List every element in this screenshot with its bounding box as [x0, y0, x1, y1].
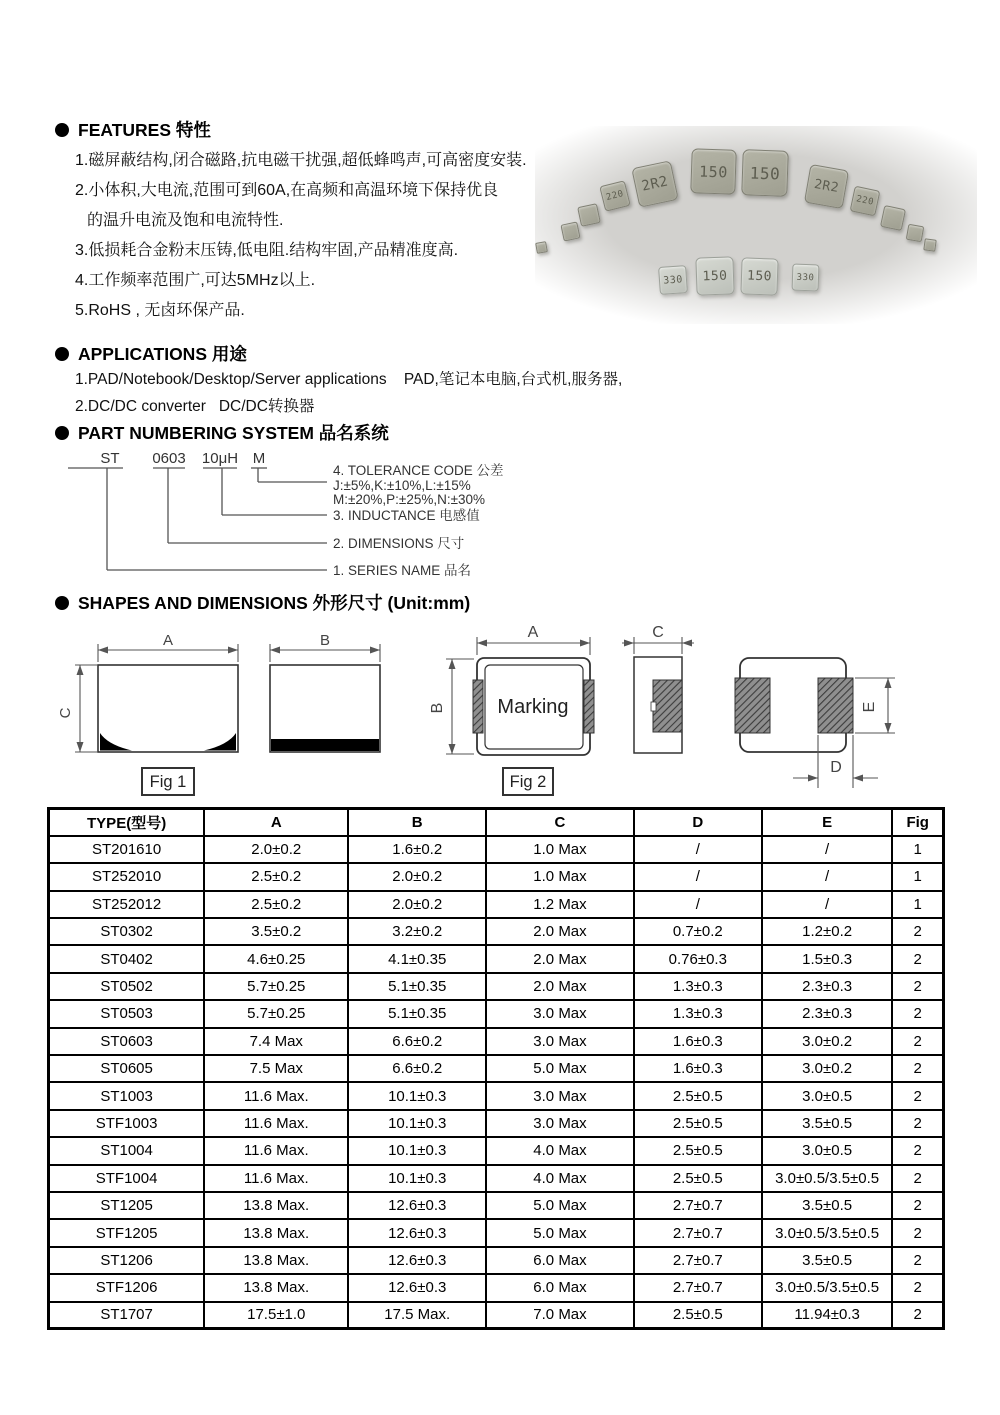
table-cell: 11.6 Max.	[204, 1082, 348, 1109]
table-cell: 13.8 Max.	[204, 1274, 348, 1301]
table-cell: 6.0 Max	[486, 1274, 634, 1301]
feature-item: 5.RoHS , 无卤环保产品.	[75, 302, 245, 319]
inductor-component	[560, 221, 580, 241]
table-cell: 10.1±0.3	[348, 1110, 486, 1137]
table-cell: 2.7±0.7	[634, 1192, 762, 1219]
table-cell: 2.0±0.2	[348, 891, 486, 918]
table-cell: STF1003	[49, 1110, 205, 1137]
inductor-component	[535, 241, 548, 254]
bullet-icon	[55, 123, 69, 137]
table-cell: 3.0±0.5/3.5±0.5	[762, 1165, 893, 1192]
inductor-component	[906, 224, 925, 243]
fig2-dim-b-label: B	[429, 702, 446, 714]
inductor-component	[803, 163, 848, 208]
table-cell: 11.6 Max.	[204, 1137, 348, 1164]
component-marking: 330	[662, 273, 684, 287]
table-cell: /	[762, 836, 893, 863]
table-cell: 1.0 Max	[486, 836, 634, 863]
table-cell: ST0502	[49, 973, 205, 1000]
inductor-component	[631, 160, 678, 207]
table-cell: 12.6±0.3	[348, 1247, 486, 1274]
inductor-component	[599, 180, 631, 212]
table-cell: 5.0 Max	[486, 1055, 634, 1082]
table-cell: 2	[892, 1302, 943, 1329]
code-inductance: 10μH	[201, 450, 239, 467]
table-cell: ST1205	[49, 1192, 205, 1219]
table-cell: 0.7±0.2	[634, 918, 762, 945]
component-marking: 220	[605, 189, 625, 204]
table-row	[49, 1000, 944, 1027]
fig1-front-view	[57, 632, 238, 752]
tolerance-line2-label: M:±20%,P:±25%,N:±30%	[333, 492, 486, 507]
table-cell: 2.0 Max	[486, 973, 634, 1000]
part-numbering-diagram	[60, 448, 700, 588]
table-cell: 2	[892, 1082, 943, 1109]
table-cell: 3.0±0.5/3.5±0.5	[762, 1274, 893, 1301]
table-cell: 0.76±0.3	[634, 945, 762, 972]
features-title: FEATURES 特性	[78, 120, 211, 140]
feature-item: 3.低损耗合金粉末压铸,低电阻.结构牢固,产品精准度高.	[75, 242, 459, 259]
shapes-title: SHAPES AND DIMENSIONS 外形尺寸 (Unit:mm)	[78, 593, 471, 613]
table-cell: ST1003	[49, 1082, 205, 1109]
inductor-component	[880, 205, 906, 231]
shapes-header	[55, 590, 470, 615]
table-cell: 2	[892, 1137, 943, 1164]
column-header: B	[348, 809, 486, 836]
part-numbering-lines	[68, 468, 327, 570]
table-cell: 3.0±0.5	[762, 1082, 893, 1109]
inductor-component	[658, 265, 688, 295]
table-cell: 2	[892, 1192, 943, 1219]
part-numbering-title: PART NUMBERING SYSTEM 品名系统	[78, 423, 389, 443]
table-cell: 5.1±0.35	[348, 973, 486, 1000]
table-cell: 2	[892, 1165, 943, 1192]
code-tolerance: M	[252, 450, 266, 467]
table-cell: 2.5±0.2	[204, 863, 348, 890]
table-cell: 12.6±0.3	[348, 1219, 486, 1246]
table-row	[49, 1192, 944, 1219]
table-cell: ST1206	[49, 1247, 205, 1274]
table-cell: 1	[892, 836, 943, 863]
inductor-component	[690, 148, 737, 195]
table-row	[49, 1302, 944, 1329]
table-cell: ST0302	[49, 918, 205, 945]
table-row	[49, 1055, 944, 1082]
table-cell: 3.5±0.5	[762, 1247, 893, 1274]
table-cell: STF1206	[49, 1274, 205, 1301]
applications-title: APPLICATIONS 用途	[78, 344, 247, 364]
fig2-left-terminal	[473, 680, 483, 733]
table-cell: 10.1±0.3	[348, 1082, 486, 1109]
tolerance-title-label: 4. TOLERANCE CODE 公差	[333, 463, 504, 478]
table-cell: 2.5±0.5	[634, 1137, 762, 1164]
fig2-bottom-left-pad	[735, 678, 770, 733]
dimensions-table	[47, 807, 945, 1330]
component-marking: 220	[855, 194, 875, 208]
column-header: A	[204, 809, 348, 836]
table-cell: 13.8 Max.	[204, 1247, 348, 1274]
table-cell: 2	[892, 1219, 943, 1246]
fig2-bottom-right-pad	[818, 678, 853, 733]
table-row	[49, 945, 944, 972]
inductance-label: 3. INDUCTANCE 电感值	[333, 508, 480, 523]
table-cell: 3.0±0.5/3.5±0.5	[762, 1219, 893, 1246]
fig1-caption: Fig 1	[149, 773, 187, 791]
table-cell: 2	[892, 1055, 943, 1082]
table-cell: ST0402	[49, 945, 205, 972]
table-cell: 3.0 Max	[486, 1110, 634, 1137]
feature-item: 的温升电流及饱和电流特性.	[87, 212, 284, 229]
fig2-side-terminal	[653, 680, 682, 732]
component-marking: 150	[749, 162, 781, 184]
column-header: Fig	[892, 809, 943, 836]
table-cell: 6.6±0.2	[348, 1055, 486, 1082]
part-numbering-header	[55, 420, 389, 445]
table-cell: 2	[892, 1110, 943, 1137]
tolerance-line1-label: J:±5%,K:±10%,L:±15%	[333, 478, 471, 493]
fig2-caption: Fig 2	[509, 773, 547, 791]
inductor-component	[741, 149, 789, 197]
column-header: TYPE(型号)	[49, 809, 205, 836]
table-cell: 5.0 Max	[486, 1219, 634, 1246]
table-cell: 3.5±0.5	[762, 1192, 893, 1219]
table-cell: 3.0±0.2	[762, 1028, 893, 1055]
table-cell: 11.94±0.3	[762, 1302, 893, 1329]
table-cell: ST252010	[49, 863, 205, 890]
table-cell: 2	[892, 1247, 943, 1274]
table-cell: 2	[892, 918, 943, 945]
table-cell: 6.0 Max	[486, 1247, 634, 1274]
table-cell: ST0605	[49, 1055, 205, 1082]
table-cell: 3.0 Max	[486, 1082, 634, 1109]
table-cell: 7.0 Max	[486, 1302, 634, 1329]
table-cell: 4.0 Max	[486, 1165, 634, 1192]
table-row	[49, 1028, 944, 1055]
table-body	[49, 836, 944, 1329]
inductor-component	[923, 238, 937, 252]
code-series: ST	[100, 450, 120, 467]
table-cell: 2.5±0.5	[634, 1302, 762, 1329]
column-header: D	[634, 809, 762, 836]
table-cell: 3.0±0.5	[762, 1137, 893, 1164]
table-cell: /	[762, 891, 893, 918]
table-cell: 5.0 Max	[486, 1192, 634, 1219]
application-item: 2.DC/DC converter DC/DC转换器	[75, 398, 315, 415]
dimensions-label: 2. DIMENSIONS 尺寸	[333, 536, 465, 551]
fig1-corner-electrode	[204, 733, 236, 751]
component-marking: 2R2	[640, 173, 670, 195]
table-cell: /	[634, 891, 762, 918]
series-name-label: 1. SERIES NAME 品名	[333, 563, 472, 578]
table-cell: 2.7±0.7	[634, 1247, 762, 1274]
fig1-side-view	[270, 632, 380, 752]
table-cell: 11.6 Max.	[204, 1165, 348, 1192]
table-cell: 3.0±0.2	[762, 1055, 893, 1082]
fig2-caption-box	[503, 768, 553, 795]
table-row	[49, 863, 944, 890]
table-cell: 4.6±0.25	[204, 945, 348, 972]
table-cell: /	[634, 836, 762, 863]
table-cell: ST0503	[49, 1000, 205, 1027]
table-cell: 2.0±0.2	[348, 863, 486, 890]
fig1-dim-c-label: C	[57, 707, 74, 719]
feature-item: 2.小体积,大电流,范围可到60A,在高频和高温环境下保持优良	[75, 182, 499, 199]
inductor-component	[695, 256, 734, 295]
table-cell: ST0603	[49, 1028, 205, 1055]
table-cell: 13.8 Max.	[204, 1219, 348, 1246]
applications-header	[55, 341, 247, 366]
fig1-dim-a-label: A	[162, 632, 174, 649]
fig2-bottom-view	[735, 658, 895, 788]
table-cell: 17.5 Max.	[348, 1302, 486, 1329]
table-row	[49, 1247, 944, 1274]
fig1-caption-box	[142, 768, 194, 795]
table-cell: 5.7±0.25	[204, 1000, 348, 1027]
part-numbering-labels	[333, 463, 504, 578]
table-cell: 2.0 Max	[486, 918, 634, 945]
bullet-icon	[55, 347, 69, 361]
fig2-dim-a-label: A	[527, 624, 539, 641]
table-cell: 13.8 Max.	[204, 1192, 348, 1219]
table-cell: 5.1±0.35	[348, 1000, 486, 1027]
component-marking: 150	[702, 268, 728, 284]
table-cell: 7.4 Max	[204, 1028, 348, 1055]
fig2-side-view	[622, 624, 694, 753]
table-row	[49, 918, 944, 945]
inductor-component	[791, 263, 819, 291]
table-cell: 3.5±0.2	[204, 918, 348, 945]
table-cell: 3.5±0.5	[762, 1110, 893, 1137]
component-marking: 330	[795, 271, 815, 283]
fig2-top-view	[429, 624, 594, 755]
table-cell: 4.0 Max	[486, 1137, 634, 1164]
fig2-dim-e-label: E	[861, 701, 878, 713]
table-cell: 1.6±0.2	[348, 836, 486, 863]
application-item: 1.PAD/Notebook/Desktop/Server applications PAD,笔记本电脑,台式机,服务器,	[75, 371, 623, 388]
table-cell: 3.2±0.2	[348, 918, 486, 945]
table-cell: 1.5±0.3	[762, 945, 893, 972]
feature-item: 1.磁屏蔽结构,闭合磁路,抗电磁干扰强,超低蜂鸣声,可高密度安装.	[75, 152, 527, 169]
features-header	[55, 117, 211, 142]
bullet-icon	[55, 596, 69, 610]
table-cell: 1.0 Max	[486, 863, 634, 890]
table-cell: 12.6±0.3	[348, 1192, 486, 1219]
table-cell: 2.5±0.2	[204, 891, 348, 918]
table-row	[49, 1219, 944, 1246]
table-cell: 1.6±0.3	[634, 1055, 762, 1082]
fig1-dim-b-label: B	[319, 632, 331, 649]
table-cell: STF1205	[49, 1219, 205, 1246]
table-cell: 2	[892, 1000, 943, 1027]
table-cell: 10.1±0.3	[348, 1165, 486, 1192]
column-header: E	[762, 809, 893, 836]
table-cell: 6.6±0.2	[348, 1028, 486, 1055]
table-cell: 1.6±0.3	[634, 1028, 762, 1055]
table-cell: 2	[892, 945, 943, 972]
fig1-corner-electrode	[100, 733, 132, 751]
table-row	[49, 1165, 944, 1192]
table-cell: /	[634, 863, 762, 890]
table-cell: ST1707	[49, 1302, 205, 1329]
column-header: C	[486, 809, 634, 836]
table-cell: 10.1±0.3	[348, 1137, 486, 1164]
table-row	[49, 891, 944, 918]
fig2-dim-d-label: D	[830, 759, 842, 776]
table-cell: 1	[892, 863, 943, 890]
table-cell: 2.0±0.2	[204, 836, 348, 863]
fig2-marking-label: Marking	[497, 696, 569, 718]
component-marking: 150	[698, 161, 728, 181]
table-row	[49, 1110, 944, 1137]
table-cell: ST252012	[49, 891, 205, 918]
table-cell: 2	[892, 1274, 943, 1301]
table-row	[49, 1137, 944, 1164]
table-cell: ST1004	[49, 1137, 205, 1164]
table-cell: 7.5 Max	[204, 1055, 348, 1082]
table-cell: 12.6±0.3	[348, 1274, 486, 1301]
table-cell: 2.5±0.5	[634, 1165, 762, 1192]
features-list	[75, 146, 575, 326]
feature-item: 4.工作频率范围广,可达5MHz以上.	[75, 272, 316, 289]
table-cell: 3.0 Max	[486, 1000, 634, 1027]
table-cell: 5.7±0.25	[204, 973, 348, 1000]
table-row	[49, 1082, 944, 1109]
table-cell: STF1004	[49, 1165, 205, 1192]
table-cell: 2.7±0.7	[634, 1219, 762, 1246]
fig1-bottom-electrode	[271, 739, 379, 751]
table-cell: 1	[892, 891, 943, 918]
table-cell: 2.7±0.7	[634, 1274, 762, 1301]
table-cell: 2	[892, 973, 943, 1000]
table-cell: 2.3±0.3	[762, 1000, 893, 1027]
component-marking: 2R2	[812, 176, 840, 196]
table-cell: 2.5±0.5	[634, 1082, 762, 1109]
table-cell: 2.3±0.3	[762, 973, 893, 1000]
inductor-component	[740, 257, 778, 295]
product-photo	[535, 126, 977, 324]
fig2-dim-c-label: C	[652, 624, 664, 641]
inductor-component	[850, 186, 881, 217]
table-cell: ST201610	[49, 836, 205, 863]
table-cell: 2.0 Max	[486, 945, 634, 972]
part-numbering-code	[100, 450, 265, 467]
table-cell: /	[762, 863, 893, 890]
table-cell: 1.3±0.3	[634, 1000, 762, 1027]
table-cell: 1.2 Max	[486, 891, 634, 918]
applications-list	[75, 366, 715, 420]
table-cell: 1.3±0.3	[634, 973, 762, 1000]
table-cell: 1.2±0.2	[762, 918, 893, 945]
table-header-row	[49, 809, 944, 836]
table-row	[49, 973, 944, 1000]
table-cell: 2.5±0.5	[634, 1110, 762, 1137]
inductor-component	[577, 203, 601, 227]
component-marking: 150	[746, 268, 772, 284]
table-cell: 2	[892, 1028, 943, 1055]
code-dimensions: 0603	[152, 450, 186, 467]
table-row	[49, 836, 944, 863]
table-row	[49, 1274, 944, 1301]
bullet-icon	[55, 426, 69, 440]
table-cell: 17.5±1.0	[204, 1302, 348, 1329]
table-cell: 4.1±0.35	[348, 945, 486, 972]
table-cell: 11.6 Max.	[204, 1110, 348, 1137]
table-cell: 3.0 Max	[486, 1028, 634, 1055]
fig2-right-terminal	[584, 680, 594, 733]
shapes-figures	[50, 618, 950, 800]
